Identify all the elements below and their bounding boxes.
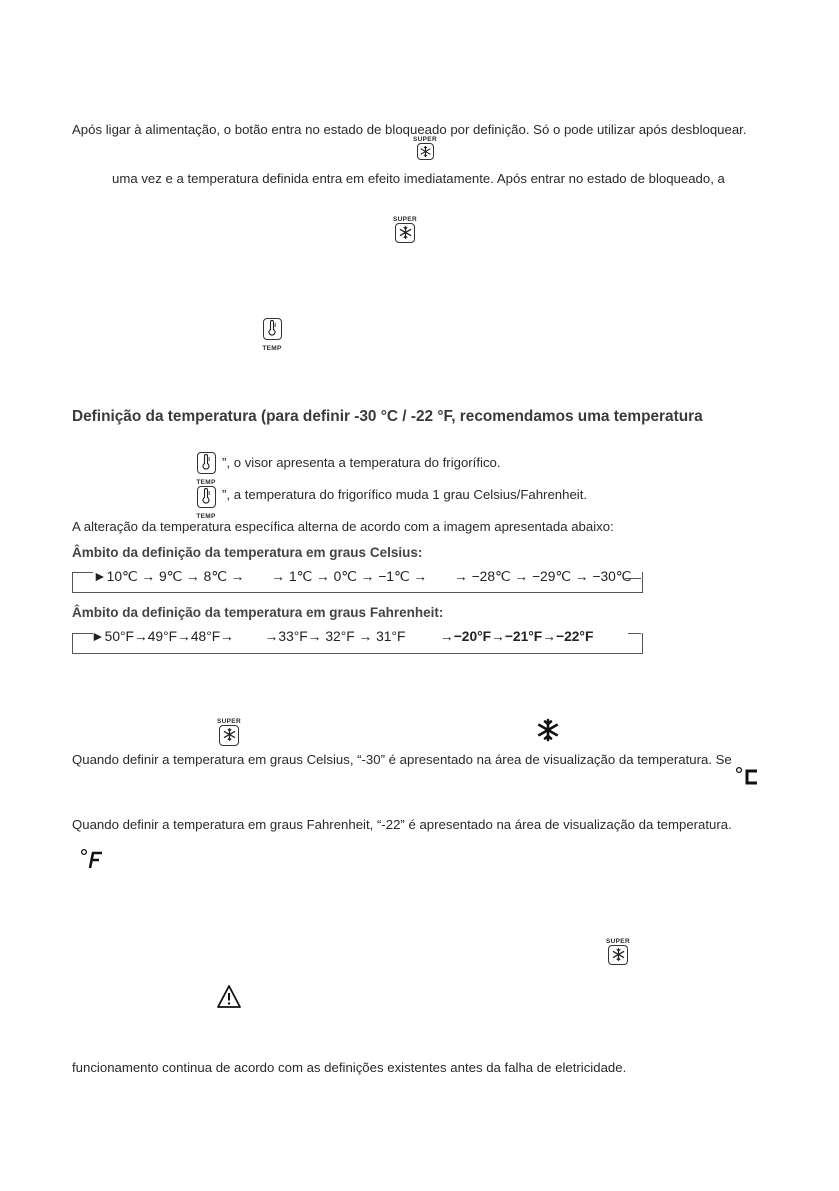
super-freeze-display-icon [536, 718, 560, 742]
super-button-icon [598, 938, 638, 970]
seq-value: 31°F [376, 629, 406, 644]
celsius-display-text: Quando definir a temperatura em graus Celsius, “-30” é apresentado na área de visualização da temperatura. Se [72, 752, 732, 767]
seq-value: 48°F [190, 629, 221, 644]
seq-value: −29℃ [532, 569, 571, 584]
thermometer-icon [266, 320, 278, 336]
fahrenheit-segment-icon [80, 848, 106, 870]
celsius-sequence: ►10℃ → 9℃ → 8℃ → → 1℃ → 0℃ → −1℃ → → −28℃ → −29℃ → −30℃ [93, 569, 632, 584]
lock-text: uma vez e a temperatura definida entra em efeito imediatamente. Após entrar no estado de bloqueado, a [112, 171, 725, 186]
fahrenheit-display-text: Quando definir a temperatura em graus Fahrenheit, “-22” é apresentado na área de visualização da temperatura. [72, 817, 732, 832]
snowflake-icon [222, 727, 237, 742]
temp-change-text: ”, a temperatura do frigorífico muda 1 grau Celsius/Fahrenheit. [222, 487, 588, 502]
fahrenheit-sequence: ►50°F→49°F→48°F→ →33°F→ 32°F → 31°F →−20°F→−21°F→−22°F [91, 629, 594, 644]
seq-value: 32°F [325, 629, 355, 644]
celsius-unit-display [735, 766, 761, 791]
super-label: SUPER [217, 718, 241, 725]
temp-button-icon [186, 486, 226, 520]
snowflake-icon [419, 145, 432, 158]
seq-value: −20°F [453, 629, 492, 644]
temp-label: TEMP [196, 479, 216, 486]
temp-button-icon [186, 452, 226, 486]
seq-value: 8℃ [203, 569, 227, 584]
fahrenheit-unit-display [80, 848, 106, 875]
thermometer-icon [200, 454, 212, 470]
temp-button-icon [252, 318, 292, 352]
seq-value: 33°F [278, 629, 308, 644]
power-failure-text: funcionamento continua de acordo com as definições existentes antes da falha de eletricidade. [72, 1060, 627, 1075]
seq-value: 49°F [147, 629, 178, 644]
celsius-range-title: Âmbito da definição da temperatura em graus Celsius: [72, 545, 423, 560]
thermometer-icon [200, 488, 212, 504]
fahrenheit-range-title: Âmbito da definição da temperatura em graus Fahrenheit: [72, 605, 444, 620]
seq-value: 10℃ [106, 569, 138, 584]
sequence-intro-text: A alteração da temperatura específica alterna de acordo com a imagem apresentada abaixo: [72, 519, 614, 534]
seq-value: 9℃ [158, 569, 183, 584]
super-button-icon [405, 136, 445, 165]
celsius-segment-icon [735, 766, 761, 786]
seq-value: 0℃ [333, 569, 357, 584]
seq-value: −28℃ [471, 569, 511, 584]
super-label: SUPER [606, 938, 630, 945]
snowflake-icon [398, 225, 413, 240]
seq-value: 1℃ [288, 569, 313, 584]
temp-display-text: ”, o visor apresenta a temperatura do frigorífico. [222, 455, 501, 470]
snowflake-icon [611, 947, 626, 962]
seq-value: −21°F [504, 629, 543, 644]
temp-label: TEMP [262, 345, 282, 352]
seq-value: −30℃ [592, 569, 632, 584]
section-heading: Definição da temperatura (para definir -30 °C / -22 °F, recomendamos uma temperatura [72, 408, 703, 425]
super-label: SUPER [413, 136, 437, 143]
seq-value: 50°F [104, 629, 134, 644]
super-label: SUPER [393, 216, 417, 223]
seq-value: −1℃ [378, 569, 410, 584]
super-button-icon [209, 718, 249, 751]
super-button-icon [385, 216, 425, 248]
intro-text: Após ligar à alimentação, o botão entra no estado de bloqueado por definição. Só o pode utilizar após desbloquear. [72, 122, 747, 137]
warning-icon [215, 983, 243, 1011]
seq-value: −22°F [556, 629, 594, 644]
temp-label: TEMP [196, 513, 216, 520]
